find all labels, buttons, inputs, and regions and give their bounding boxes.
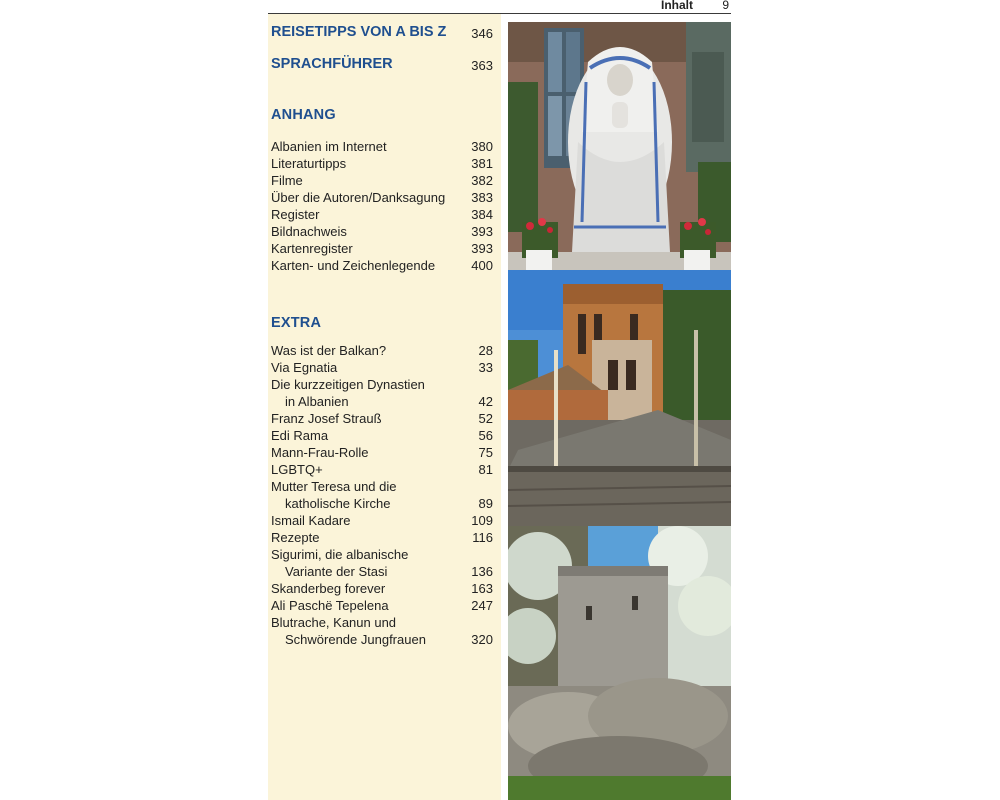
toc-entry-label: Via Egnatia [271,360,338,375]
toc-entry[interactable] [271,581,493,598]
toc-entry-label: Blutrache, Kanun und [271,615,397,630]
toc-entry-page: 247 [471,598,493,613]
toc-entry-page: 136 [471,564,493,579]
toc-entry[interactable] [271,547,493,564]
toc-entry[interactable] [271,258,493,275]
photo-stone-tower-blossoms [508,526,731,800]
toc-entry[interactable] [271,411,493,428]
toc-entry-label: Ismail Kadare [271,513,351,528]
toc-entry-page: 109 [471,513,493,528]
running-header [268,0,731,14]
toc-entry-label: katholische Kirche [285,496,391,511]
toc-entry[interactable] [271,207,493,224]
toc-entry-page: 89 [478,496,493,511]
toc-entry-page: 75 [478,445,493,460]
toc-entry-label: SPRACHFÜHRER [271,56,393,72]
toc-entry-label: Schwörende Jungfrauen [285,632,426,647]
table-of-contents-column [268,14,501,800]
toc-entry-label: Über die Autoren/Danksagung [271,190,446,205]
toc-entry-label: Filme [271,173,303,188]
toc-entry-page: 384 [471,207,493,222]
toc-entry-label: Kartenregister [271,241,353,256]
toc-entry[interactable] [271,445,493,462]
toc-entry-page: 28 [478,343,493,358]
toc-entry-label: Was ist der Balkan? [271,343,387,358]
toc-entry[interactable] [271,428,493,445]
toc-entry[interactable] [271,360,493,377]
toc-entry[interactable] [271,632,493,649]
toc-entry[interactable] [271,615,493,632]
toc-entry[interactable] [271,479,493,496]
photo-stone-church [508,270,731,526]
book-page [268,0,731,800]
toc-entry-page: 383 [471,190,493,205]
toc-entry[interactable] [271,530,493,547]
toc-entry-page: 33 [478,360,493,375]
photo-column [508,22,731,800]
toc-entry-label: Bildnachweis [271,224,347,239]
toc-entry[interactable] [271,173,493,190]
toc-entry[interactable] [271,377,493,394]
photo-mother-teresa-statue [508,22,731,270]
toc-entry-label: Mutter Teresa und die [271,479,397,494]
toc-entry-label: in Albanien [285,394,349,409]
toc-entry-page: 81 [478,462,493,477]
toc-entry-label: Register [271,207,320,222]
toc-entry-page: 393 [471,224,493,239]
toc-entry-page: 381 [471,156,493,171]
toc-entry-label: Sigurimi, die albanische [271,547,409,562]
toc-entry-label: Literaturtipps [271,156,347,171]
toc-entry-label: Albanien im Internet [271,139,387,154]
toc-entry-label: REISETIPPS VON A BIS Z [271,24,447,40]
toc-entry-page: 363 [471,58,493,73]
toc-entry[interactable] [271,598,493,615]
toc-entry-page: 382 [471,173,493,188]
toc-entry[interactable] [271,224,493,241]
header-title: Inhalt [661,0,693,12]
toc-entry-page: 52 [478,411,493,426]
toc-entry-page: 393 [471,241,493,256]
toc-entry-label: LGBTQ+ [271,462,323,477]
toc-entry-label: Franz Josef Strauß [271,411,382,426]
toc-entry[interactable] [271,156,493,173]
toc-entry-label: Skanderbeg forever [271,581,386,596]
toc-entry-page: 400 [471,258,493,273]
toc-entry[interactable] [271,462,493,479]
section-heading-anhang: ANHANG [271,107,336,123]
toc-entry-page: 42 [478,394,493,409]
toc-entry[interactable] [271,241,493,258]
toc-entry[interactable] [271,564,493,581]
toc-entry-label: Karten- und Zeichenlegende [271,258,436,273]
toc-entry[interactable] [271,513,493,530]
toc-entry-reisetipps[interactable] [271,24,493,44]
toc-entry-label: Mann-Frau-Rolle [271,445,369,460]
toc-entry-sprachfuehrer[interactable] [271,56,493,76]
toc-entry[interactable] [271,496,493,513]
toc-entry-label: Die kurzzeitigen Dynastien [271,377,425,392]
toc-entry-label: Rezepte [271,530,320,545]
toc-entry-page: 163 [471,581,493,596]
toc-entry-page: 56 [478,428,493,443]
toc-entry-page: 116 [472,530,493,545]
toc-entry[interactable] [271,190,493,207]
toc-entry-page: 380 [471,139,493,154]
section-heading-extra: EXTRA [271,315,322,331]
toc-entry-label: Variante der Stasi [285,564,388,579]
toc-entry-page: 320 [471,632,493,647]
header-page-number: 9 [722,0,729,12]
toc-entry[interactable] [271,343,493,360]
toc-entry-label: Ali Paschë Tepelena [271,598,389,613]
toc-entry[interactable] [271,139,493,156]
toc-entry-label: Edi Rama [271,428,329,443]
toc-entry-page: 346 [471,26,493,41]
toc-entry[interactable] [271,394,493,411]
